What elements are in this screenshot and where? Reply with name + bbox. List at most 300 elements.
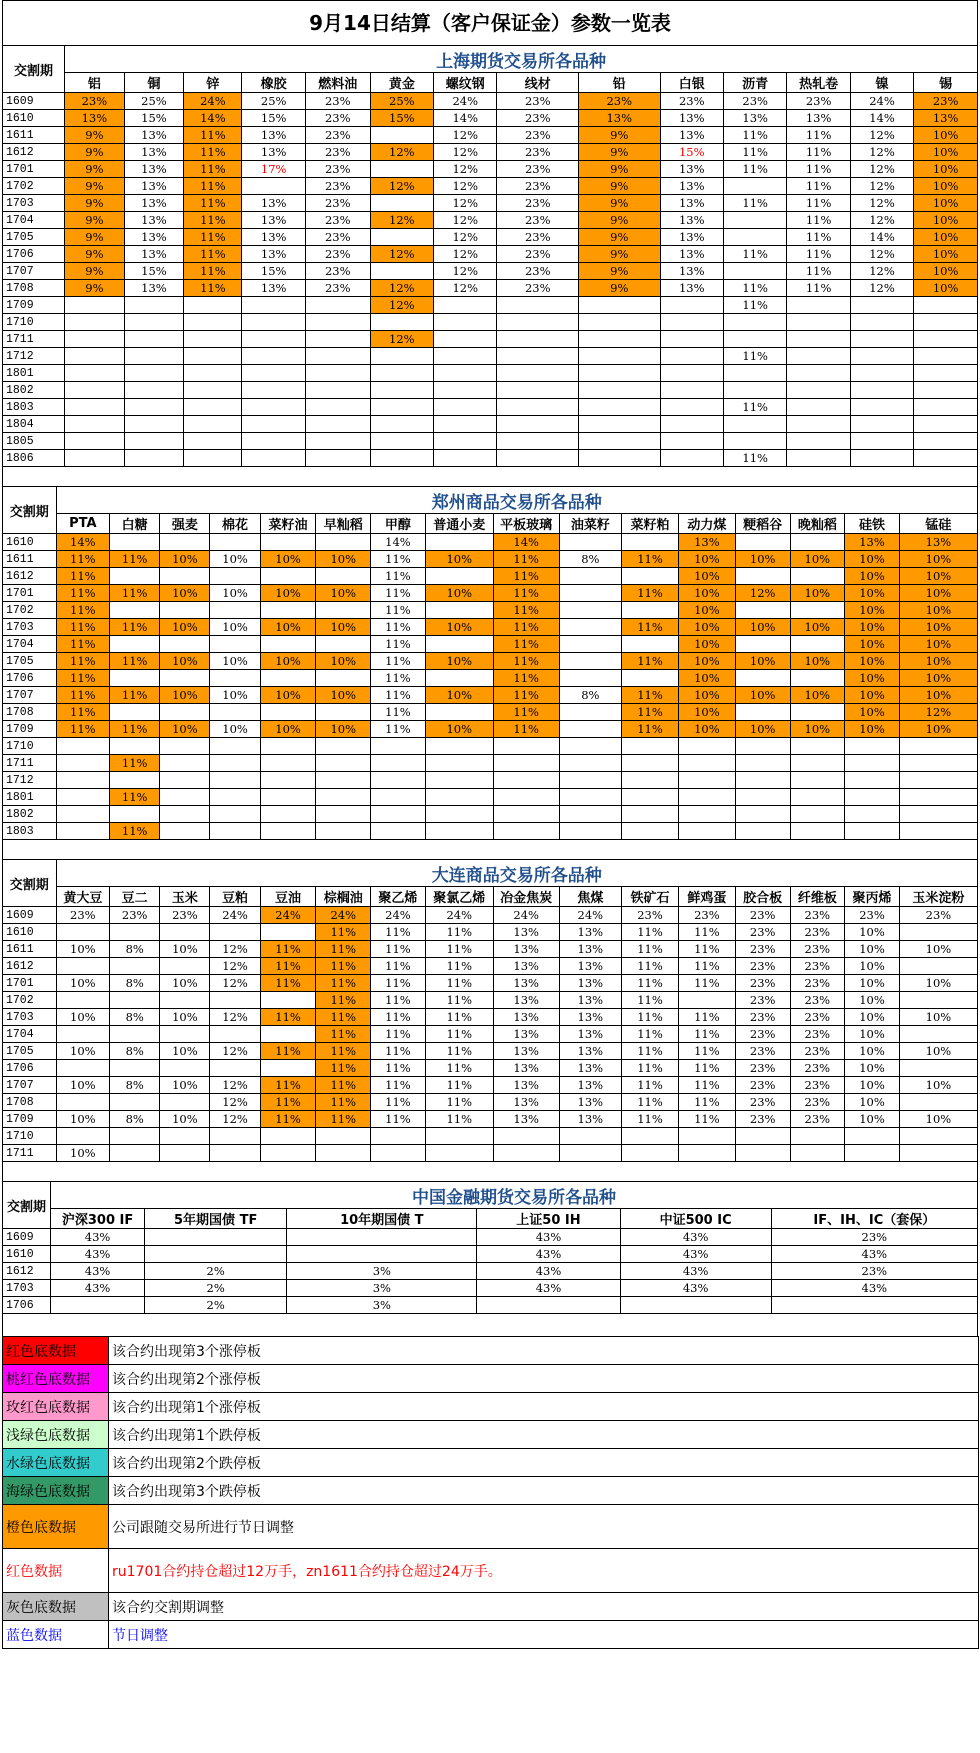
table-row [3,1060,978,1077]
margin-cell: 13% [723,110,786,127]
margin-cell: 10% [790,687,845,704]
margin-cell: 11% [425,992,493,1009]
product-header: 粳稻谷 [735,514,790,534]
product-header: 聚丙烯 [845,887,900,907]
margin-cell: 13% [660,195,723,212]
margin-cell: 17% [242,161,305,178]
margin-cell [845,1128,900,1145]
margin-cell [124,348,184,365]
margin-cell: 11% [425,1043,493,1060]
product-header: 橡胶 [242,73,305,93]
margin-cell: 12% [850,195,913,212]
margin-cell [184,297,242,314]
table-row [3,823,978,840]
margin-cell: 13% [242,195,305,212]
table-row [3,1297,978,1314]
margin-cell: 24% [425,907,493,924]
margin-cell: 10% [914,263,978,280]
period-cell: 1703 [3,1009,57,1026]
margin-cell: 11% [184,280,242,297]
margin-cell: 11% [622,924,679,941]
margin-cell: 11% [723,450,786,467]
legend-description: 该合约出现第1个跌停板 [109,1421,979,1449]
margin-cell [305,450,370,467]
margin-cell: 13% [493,1043,559,1060]
margin-cell [899,823,977,840]
margin-cell [370,365,433,382]
margin-cell [110,670,160,687]
margin-cell: 13% [124,144,184,161]
margin-cell: 10% [160,1111,210,1128]
margin-cell: 23% [660,93,723,110]
margin-cell: 10% [845,992,900,1009]
margin-cell [56,924,110,941]
margin-cell: 23% [305,263,370,280]
margin-cell: 11% [371,636,426,653]
margin-cell [370,263,433,280]
period-cell: 1610 [3,110,65,127]
margin-cell [425,772,493,789]
margin-cell [622,602,679,619]
margin-cell: 23% [790,1026,845,1043]
table-row [3,263,978,280]
legend-description: 该合约出现第1个涨停板 [109,1393,979,1421]
margin-cell [316,568,371,585]
period-cell: 1710 [3,314,65,331]
margin-cell: 10% [316,585,371,602]
period-cell: 1701 [3,585,57,602]
margin-cell: 10% [845,1026,900,1043]
margin-cell: 10% [845,585,900,602]
margin-cell: 10% [914,195,978,212]
period-cell: 1711 [3,755,57,772]
margin-cell: 23% [735,992,790,1009]
margin-cell: 13% [579,110,661,127]
margin-cell [678,992,735,1009]
table-row [3,653,978,670]
legend-row [3,1393,979,1421]
margin-cell [735,534,790,551]
margin-cell: 13% [660,229,723,246]
margin-cell [184,331,242,348]
margin-cell: 13% [559,1111,621,1128]
margin-cell: 2% [145,1297,287,1314]
margin-cell: 3% [287,1297,477,1314]
margin-cell [850,297,913,314]
margin-cell: 11% [622,1077,679,1094]
margin-cell [735,568,790,585]
period-cell: 1803 [3,399,65,416]
margin-cell: 10% [260,687,316,704]
margin-cell [790,534,845,551]
product-header: 菜籽油 [260,514,316,534]
margin-cell: 23% [622,907,679,924]
margin-cell: 10% [899,1009,977,1026]
period-cell: 1611 [3,551,57,568]
margin-cell: 13% [493,1060,559,1077]
margin-cell [622,772,679,789]
margin-cell: 11% [110,755,160,772]
margin-cell: 11% [260,1111,316,1128]
period-cell: 1712 [3,348,65,365]
margin-cell: 43% [477,1246,620,1263]
margin-cell [845,772,900,789]
margin-cell: 12% [210,975,260,992]
margin-cell [160,1060,210,1077]
product-header: 胶合板 [735,887,790,907]
margin-cell: 11% [110,585,160,602]
margin-cell [559,1128,621,1145]
margin-cell: 8% [110,941,160,958]
margin-cell: 10% [790,585,845,602]
margin-cell: 23% [735,1060,790,1077]
product-header: 豆粕 [210,887,260,907]
margin-cell [210,1060,260,1077]
margin-cell: 23% [110,907,160,924]
margin-cell: 3% [287,1280,477,1297]
margin-cell: 9% [579,161,661,178]
margin-cell [184,314,242,331]
margin-cell [160,992,210,1009]
margin-cell: 13% [559,1077,621,1094]
margin-cell: 10% [210,721,260,738]
margin-cell: 13% [845,534,900,551]
margin-cell: 10% [899,551,977,568]
margin-cell [579,433,661,450]
margin-cell: 10% [735,619,790,636]
margin-cell [622,806,679,823]
section-gap [2,467,978,486]
margin-cell [316,772,371,789]
margin-cell [260,1128,316,1145]
margin-cell [145,1246,287,1263]
margin-cell [914,382,978,399]
margin-cell: 11% [622,1094,679,1111]
margin-cell [790,636,845,653]
margin-cell: 12% [434,178,497,195]
product-header: 沪深300 IF [51,1209,145,1229]
margin-cell [850,382,913,399]
margin-cell: 23% [305,144,370,161]
margin-cell: 43% [477,1229,620,1246]
margin-cell [493,738,559,755]
margin-cell [723,331,786,348]
margin-cell [305,399,370,416]
dce-table [2,859,978,1162]
margin-cell [316,789,371,806]
margin-cell [850,433,913,450]
table-row [3,602,978,619]
margin-cell: 11% [425,1026,493,1043]
margin-cell: 10% [845,1077,900,1094]
margin-cell: 23% [56,907,110,924]
margin-cell [160,1128,210,1145]
table-row [3,280,978,297]
margin-cell: 11% [260,1094,316,1111]
margin-cell: 23% [735,975,790,992]
margin-cell [660,297,723,314]
product-header: 鲜鸡蛋 [678,887,735,907]
margin-cell [735,738,790,755]
margin-cell [559,772,621,789]
product-header: 沥青 [723,73,786,93]
margin-cell [678,1145,735,1162]
margin-cell [497,297,579,314]
margin-cell: 13% [660,161,723,178]
margin-cell: 12% [850,178,913,195]
margin-cell [723,314,786,331]
margin-cell: 8% [110,1111,160,1128]
margin-cell: 11% [260,1043,316,1060]
margin-cell: 23% [305,127,370,144]
margin-cell [110,568,160,585]
margin-cell: 13% [124,195,184,212]
margin-cell: 13% [124,280,184,297]
table-row [3,1043,978,1060]
margin-cell: 14% [850,110,913,127]
margin-cell: 24% [371,907,426,924]
margin-cell: 13% [660,246,723,263]
margin-cell: 11% [110,789,160,806]
period-cell: 1803 [3,823,57,840]
table-row [3,110,978,127]
margin-cell: 10% [899,721,977,738]
margin-cell: 14% [184,110,242,127]
margin-cell [559,823,621,840]
margin-cell: 14% [493,534,559,551]
margin-cell: 24% [316,907,371,924]
margin-cell [790,806,845,823]
margin-cell [735,772,790,789]
margin-cell: 12% [850,127,913,144]
margin-cell: 11% [371,1026,426,1043]
period-cell: 1612 [3,1263,51,1280]
table-row [3,721,978,738]
margin-cell: 11% [678,1026,735,1043]
margin-cell [184,365,242,382]
margin-cell [493,1128,559,1145]
margin-cell: 11% [371,924,426,941]
margin-cell: 11% [110,619,160,636]
margin-cell [559,738,621,755]
table-row [3,941,978,958]
margin-cell [242,433,305,450]
margin-cell: 13% [242,246,305,263]
margin-cell: 10% [56,1145,110,1162]
period-cell: 1706 [3,1297,51,1314]
margin-cell [425,636,493,653]
margin-cell: 10% [160,721,210,738]
margin-cell: 9% [579,195,661,212]
margin-cell [620,1297,771,1314]
margin-cell [160,704,210,721]
table-row [3,127,978,144]
period-cell: 1609 [3,907,57,924]
margin-cell [65,450,125,467]
margin-cell: 13% [660,263,723,280]
table-row [3,246,978,263]
product-header: 棉花 [210,514,260,534]
margin-cell [559,670,621,687]
period-cell: 1705 [3,1043,57,1060]
margin-cell [660,416,723,433]
margin-cell: 9% [65,212,125,229]
margin-cell [260,704,316,721]
legend-row [3,1365,979,1393]
margin-cell: 12% [850,280,913,297]
margin-cell: 11% [787,144,850,161]
margin-cell: 11% [316,975,371,992]
margin-cell: 14% [56,534,110,551]
margin-cell: 15% [660,144,723,161]
margin-cell [160,772,210,789]
product-header: 棕榈油 [316,887,371,907]
margin-cell: 23% [497,127,579,144]
margin-cell [260,755,316,772]
margin-cell [305,416,370,433]
margin-cell: 11% [622,1043,679,1060]
period-cell: 1706 [3,670,57,687]
margin-cell: 11% [787,161,850,178]
margin-cell: 10% [845,1094,900,1111]
margin-cell [260,670,316,687]
margin-cell: 11% [316,992,371,1009]
margin-cell: 11% [493,636,559,653]
product-header: 聚氯乙烯 [425,887,493,907]
margin-cell: 10% [899,585,977,602]
margin-cell: 11% [56,721,110,738]
margin-cell: 13% [493,1077,559,1094]
margin-cell: 11% [371,687,426,704]
product-header: 黄金 [370,73,433,93]
margin-cell [160,806,210,823]
legend-swatch-label: 红色底数据 [3,1337,109,1365]
margin-cell [316,602,371,619]
margin-cell [184,348,242,365]
product-header: 10年期国债 T [287,1209,477,1229]
margin-cell: 10% [735,653,790,670]
margin-cell: 10% [678,619,735,636]
margin-cell: 11% [425,1060,493,1077]
margin-cell: 10% [914,161,978,178]
margin-cell: 23% [735,1077,790,1094]
table-row [3,1280,978,1297]
product-header: IF、IH、IC（套保） [771,1209,977,1229]
margin-cell: 11% [184,178,242,195]
margin-cell [845,1145,900,1162]
legend-swatch-label: 桃红色底数据 [3,1365,109,1393]
margin-cell: 23% [735,941,790,958]
period-cell: 1709 [3,297,65,314]
margin-cell [184,450,242,467]
legend-row [3,1421,979,1449]
margin-cell: 13% [660,212,723,229]
margin-cell [790,670,845,687]
margin-cell [790,1145,845,1162]
page [2,0,978,1649]
margin-cell: 11% [425,1077,493,1094]
margin-cell [316,534,371,551]
margin-cell: 8% [110,1009,160,1026]
margin-cell: 11% [723,127,786,144]
margin-cell: 9% [579,229,661,246]
margin-cell [56,1026,110,1043]
margin-cell [370,348,433,365]
margin-cell: 11% [110,721,160,738]
margin-cell [790,568,845,585]
margin-cell [210,534,260,551]
margin-cell: 2% [145,1280,287,1297]
margin-cell [579,331,661,348]
margin-cell [622,670,679,687]
margin-cell: 10% [56,1111,110,1128]
margin-cell: 12% [210,1111,260,1128]
product-header: 普通小麦 [425,514,493,534]
margin-cell: 10% [914,229,978,246]
margin-cell: 11% [260,1009,316,1026]
margin-cell [316,806,371,823]
margin-cell: 12% [210,958,260,975]
margin-cell: 23% [790,958,845,975]
margin-cell [124,450,184,467]
margin-cell [425,789,493,806]
margin-cell [559,602,621,619]
margin-cell: 12% [210,1043,260,1060]
margin-cell [160,1145,210,1162]
table-row [3,772,978,789]
product-header: 甲醇 [371,514,426,534]
margin-cell: 10% [160,1009,210,1026]
margin-cell [914,433,978,450]
product-header: 锡 [914,73,978,93]
margin-cell: 11% [184,212,242,229]
margin-cell [65,365,125,382]
period-cell: 1709 [3,721,57,738]
margin-cell: 15% [242,110,305,127]
margin-cell: 23% [497,110,579,127]
margin-cell [160,1094,210,1111]
margin-cell [850,365,913,382]
margin-cell [660,382,723,399]
margin-cell: 23% [790,992,845,1009]
margin-cell: 10% [845,653,900,670]
margin-cell: 24% [184,93,242,110]
margin-cell: 11% [425,941,493,958]
margin-cell [579,382,661,399]
table-row [3,399,978,416]
margin-cell: 10% [678,585,735,602]
margin-cell: 13% [559,958,621,975]
table-row [3,144,978,161]
margin-cell [850,314,913,331]
margin-cell: 9% [65,144,125,161]
margin-cell: 13% [559,1043,621,1060]
margin-cell: 11% [723,399,786,416]
table-row [3,992,978,1009]
margin-cell [425,823,493,840]
margin-cell: 9% [65,161,125,178]
margin-cell [899,738,977,755]
margin-cell: 23% [845,907,900,924]
product-header: 线材 [497,73,579,93]
margin-cell: 11% [425,1094,493,1111]
margin-cell [56,789,110,806]
table-row [3,924,978,941]
margin-cell: 11% [184,127,242,144]
margin-cell: 11% [260,941,316,958]
margin-cell: 23% [305,93,370,110]
product-header: 白糖 [110,514,160,534]
